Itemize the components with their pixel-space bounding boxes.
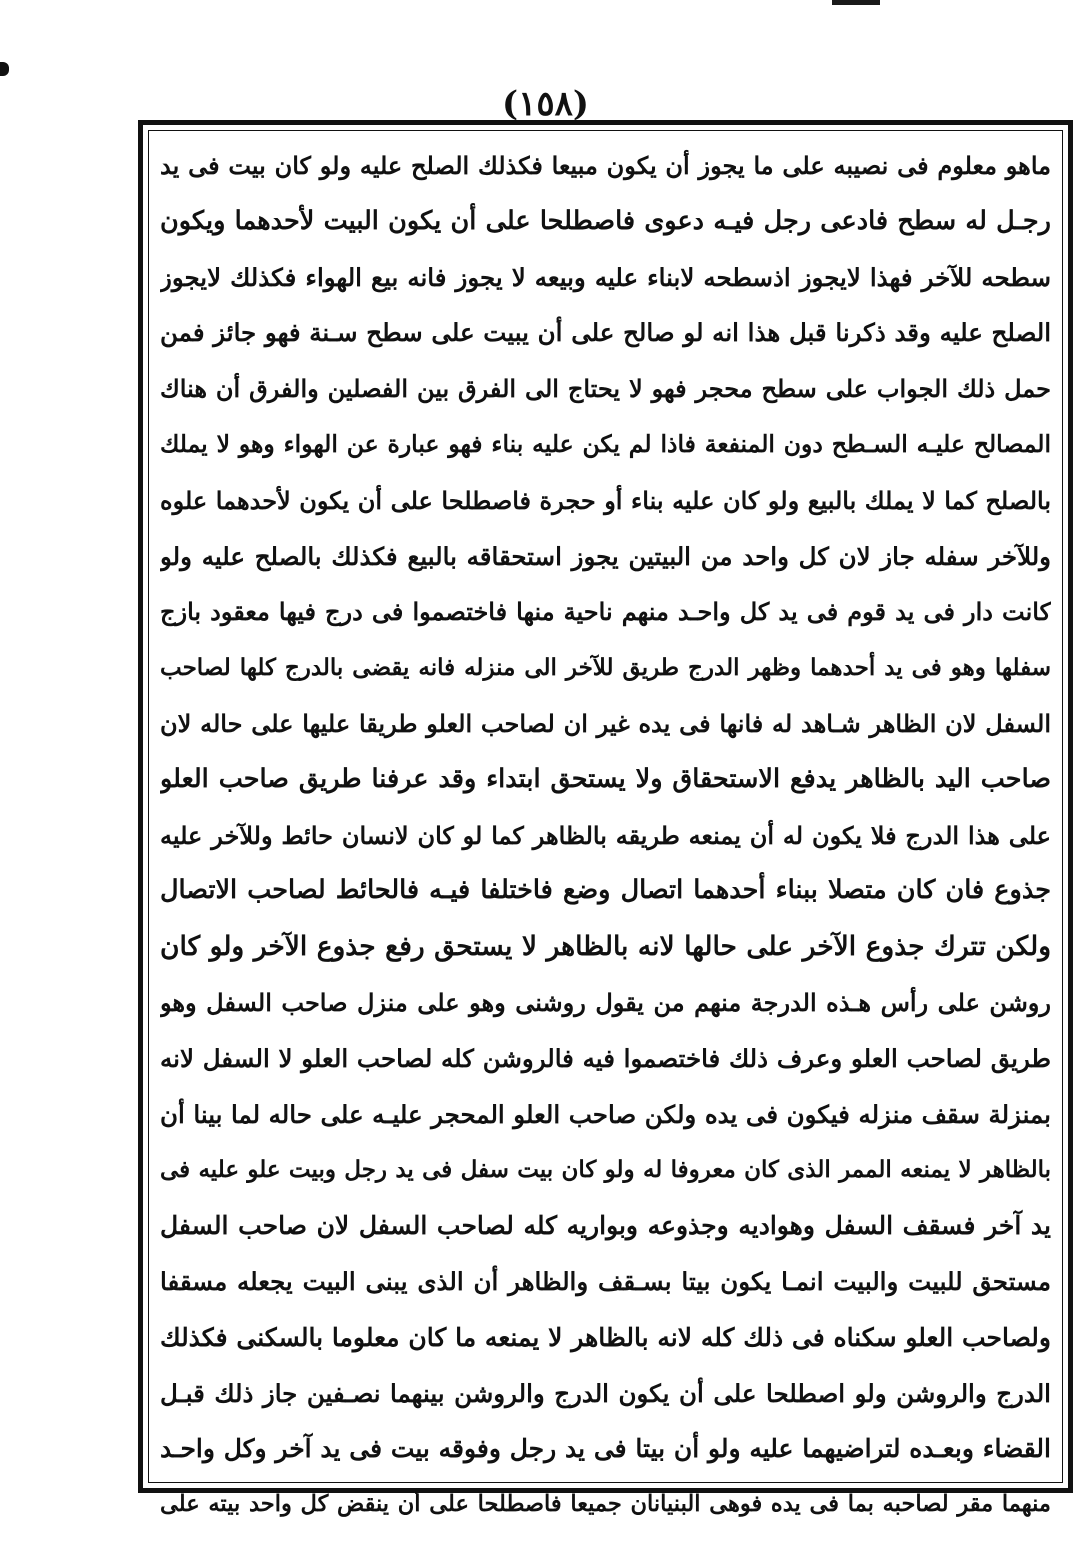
text-line: على هذا الدرج فلا يكون له أن يمنعه طريقه بالظاهر كما لو كان لانسان حائط وللآخر عليه (160, 820, 1051, 850)
text-line: سطحه للآخر فهذا لايجوز اذسطحه لابناء عليه وبيعه لا يجوز فانه بيع الهواء فكذلك لايجوز (160, 262, 1051, 292)
page-number: (١٥٨) (502, 84, 589, 124)
text-line: روشن على رأس هـذه الدرجة منهم من يقول روشنى وهو على منزل صاحب السفل وهو (160, 987, 1051, 1017)
text-line: وللآخر سفله جاز لان كل واحد من البيتين يجوز استحقاقه بالبيع فكذلك بالصلح عليه ولو (160, 541, 1051, 571)
text-line: بمنزلة سقف منزله فيكون فى يده ولكن صاحب العلو المحجر عليـه على حاله لما بينا أن (160, 1099, 1051, 1129)
text-line: ولصاحب العلو سكناه فى ذلك كله لانه بالظاهر لا يمنعه ما كان معلوما بالسكنى فكذلك (160, 1322, 1051, 1352)
text-line: طريق لصاحب العلو وعرف ذلك فاختصموا فيه فالروشن كله لصاحب العلو لا السفل لانه (160, 1043, 1051, 1073)
text-line: يد آخر فسقف السفل وهواديه وجذوعه وبواريه كله لصاحب السفل لان صاحب السفل (160, 1211, 1051, 1241)
text-line: الدرج والروشن ولو اصطلحا على أن يكون الدرج والروشن بينهما نصـفين جاز ذلك قبـل (160, 1378, 1051, 1408)
margin-ink-dot (0, 62, 9, 76)
text-line: منهما مقر لصاحبه بما فى يده فوهى البنيانان جميعا فاصطلحا على أن ينقض كل واحد بيته على (160, 1491, 1051, 1518)
text-line: جذوع فان كان متصلا ببناء أحدهما اتصال وضع فاختلفا فيـه فالحائط لصاحب الاتصال (160, 875, 1051, 906)
text-line: ماهو معلوم فى نصيبه على ما يجوز أن يكون مبيعا فكذلك الصلح عليه ولو كان بيت فى يد (160, 151, 1051, 180)
text-line: بالصلح كما لا يملك بالبيع ولو كان عليه بناء أو حجرة فاصطلحا على أن يكون لأحدهما علوه (160, 485, 1051, 515)
top-edge-mark (832, 0, 880, 5)
text-line: رجـل له سطح فادعى رجل فيـه دعوى فاصطلحا على أن يكون البيت لأحدهما ويكون (160, 205, 1051, 236)
text-line: ولكن تترك جذوع الآخر على حالها لانه بالظاهر لا يستحق رفع جذوع الآخر ولو كان (160, 931, 1051, 963)
text-line: حمل ذلك الجواب على سطح محجر فهو لا يحتاج الى الفرق بين الفصلين والفرق أن هناك (160, 374, 1051, 404)
body-text (160, 138, 1051, 1518)
text-line: الصلح عليه وقد ذكرنا قبل هذا انه لو صالح على أن يبيت على سطح سـنة فهو جائز فمن (160, 318, 1051, 348)
text-line: مستحق للبيت والبيت انمـا يكون بيتا بسـقف والظاهر أن الذى يبنى البيت يجعله مسقفا (160, 1266, 1051, 1296)
text-line: سفلها وهو فى يد أحدهما وظهر الدرج طريق للآخر الى منزله فانه يقضى بالدرج كلها لصاحب (160, 654, 1051, 682)
text-line: القضاء وبعـده لتراضيهما عليه ولو أن بيتا فى يد رجل وفوقه بيت فى يد آخر وكل واحـد (160, 1434, 1051, 1464)
text-line: المصالح عليـه السـطح دون المنفعة فاذا لم يكن عليه بناء فهو عبارة عن الهواء وهو لا يملك (160, 429, 1051, 458)
text-line: كانت دار فى يد قوم فى يد كل واحـد منهم ناحية منها فاختصموا فى درج فيها معقود بازج (160, 597, 1051, 627)
text-line: السفل لان الظاهر شـاهد له فانها فى يده غير ان لصاحب العلو طريقا عليها على حاله لان (160, 708, 1051, 738)
text-line: صاحب اليد بالظاهر يدفع الاستحقاق ولا يستحق ابتداء وقد عرفنا طريق صاحب العلو (160, 763, 1051, 794)
text-line: بالظاهر لا يمنعه الممر الذى كان معروفا له ولو كان بيت سفل فى يد رجل وبيت علو عليه فى (160, 1156, 1051, 1184)
